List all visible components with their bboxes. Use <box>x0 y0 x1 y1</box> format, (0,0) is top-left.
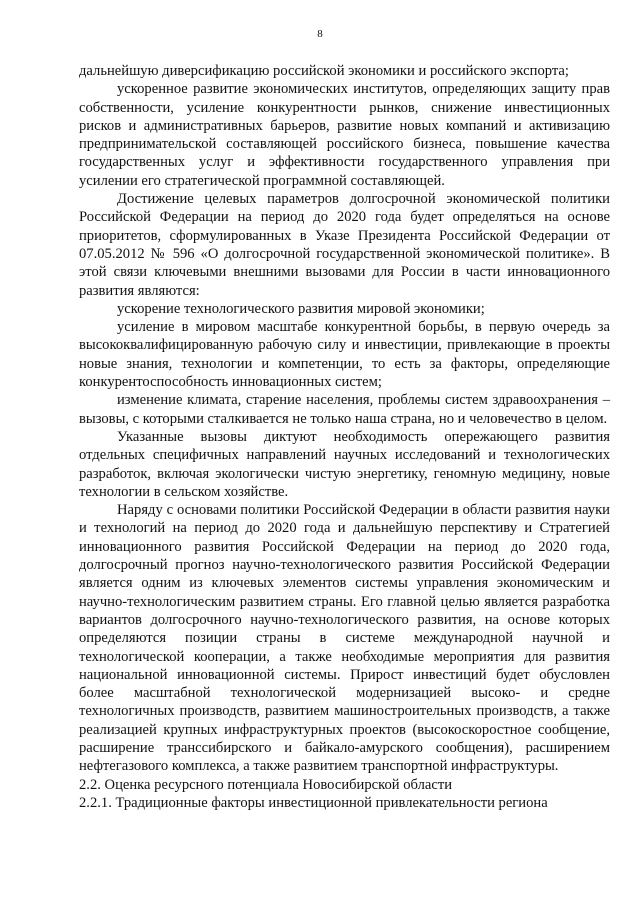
paragraph: усиление в мировом масштабе конкурентной борьбы, в первую очередь за высококвалифицированную рабочую силу и инвестиции, привлекающие в проекты новые знания, технологии и компетенции, то есть за факторы, определяющие конкурентоспособность инновационных систем; <box>79 319 610 391</box>
section-heading: 2.2. Оценка ресурсного потенциала Новосибирской области <box>79 776 453 793</box>
page-number: 8 <box>317 28 323 40</box>
paragraph: Указанные вызовы диктуют необходимость опережающего развития отдельных специфичных направлений научных исследований и технологических разработок, включая экологически чистую энергетику, геномную медицину, новые технологии в сельском хозяйстве. <box>79 428 610 500</box>
paragraph: ускорение технологического развития мировой экономики; <box>117 300 485 317</box>
document-body <box>79 62 610 812</box>
paragraph: изменение климата, старение населения, проблемы систем здравоохранения – вызовы, с которыми сталкивается не только наша страна, но и человечество в целом. <box>79 392 610 427</box>
paragraph: дальнейшую диверсификацию российской экономики и российского экспорта; <box>79 63 569 79</box>
subsection-heading: 2.2.1. Традиционные факторы инвестиционной привлекательности региона <box>79 794 548 811</box>
paragraph: Достижение целевых параметров долгосрочной экономической политики Российской Федерации на период до 2020 года будет определяться на основе приоритетов, сформулированных в Указе Президента Российской Федерации от 07.05.2012 № 596 «О долгосрочной государственной экономической политике». В этой связи ключевыми внешними вызовами для России в части инновационного развития являются: <box>79 191 610 299</box>
paragraph: ускоренное развитие экономических институтов, определяющих защиту прав собственности, усиление конкурентности рынков, снижение инвестиционных рисков и административных барьеров, развитие новых компаний и активизацию предпринимательской составляющей российского бизнеса, повышение качества государственных услуг и эффективности государственного управления при усилении его стратегической программной составляющей. <box>79 81 610 189</box>
paragraph: Наряду с основами политики Российской Федерации в области развития науки и технологий на период до 2020 года и дальнейшую перспективу и Стратегией инновационного развития Российской Федерации на период до 2020 года, долгосрочный прогноз научно-технологического развития Российской Федерации является одним из ключевых элементов системы управления экономическим и научно-технологическим развитием страны. Его главной целью является разработка вариантов долгосрочного научно-технологического развития, на основе которых определяются позиции страны в системе международной научной и технологической кооперации, а также необходимые мероприятия для развития национальной инновационной системы. Прирост инвестиций будет обусловлен более масштабной технологической модернизацией высоко- и средне технологичных производств, развитием машиностроительных производств, а также реализацией крупных инфраструктурных проектов (высокоскоростное сообщение, расширение транссибирского и байкало-амурского сообщения), расширением нефтегазового комплекса, а также развитием транспортной инфраструктуры. <box>79 502 610 775</box>
